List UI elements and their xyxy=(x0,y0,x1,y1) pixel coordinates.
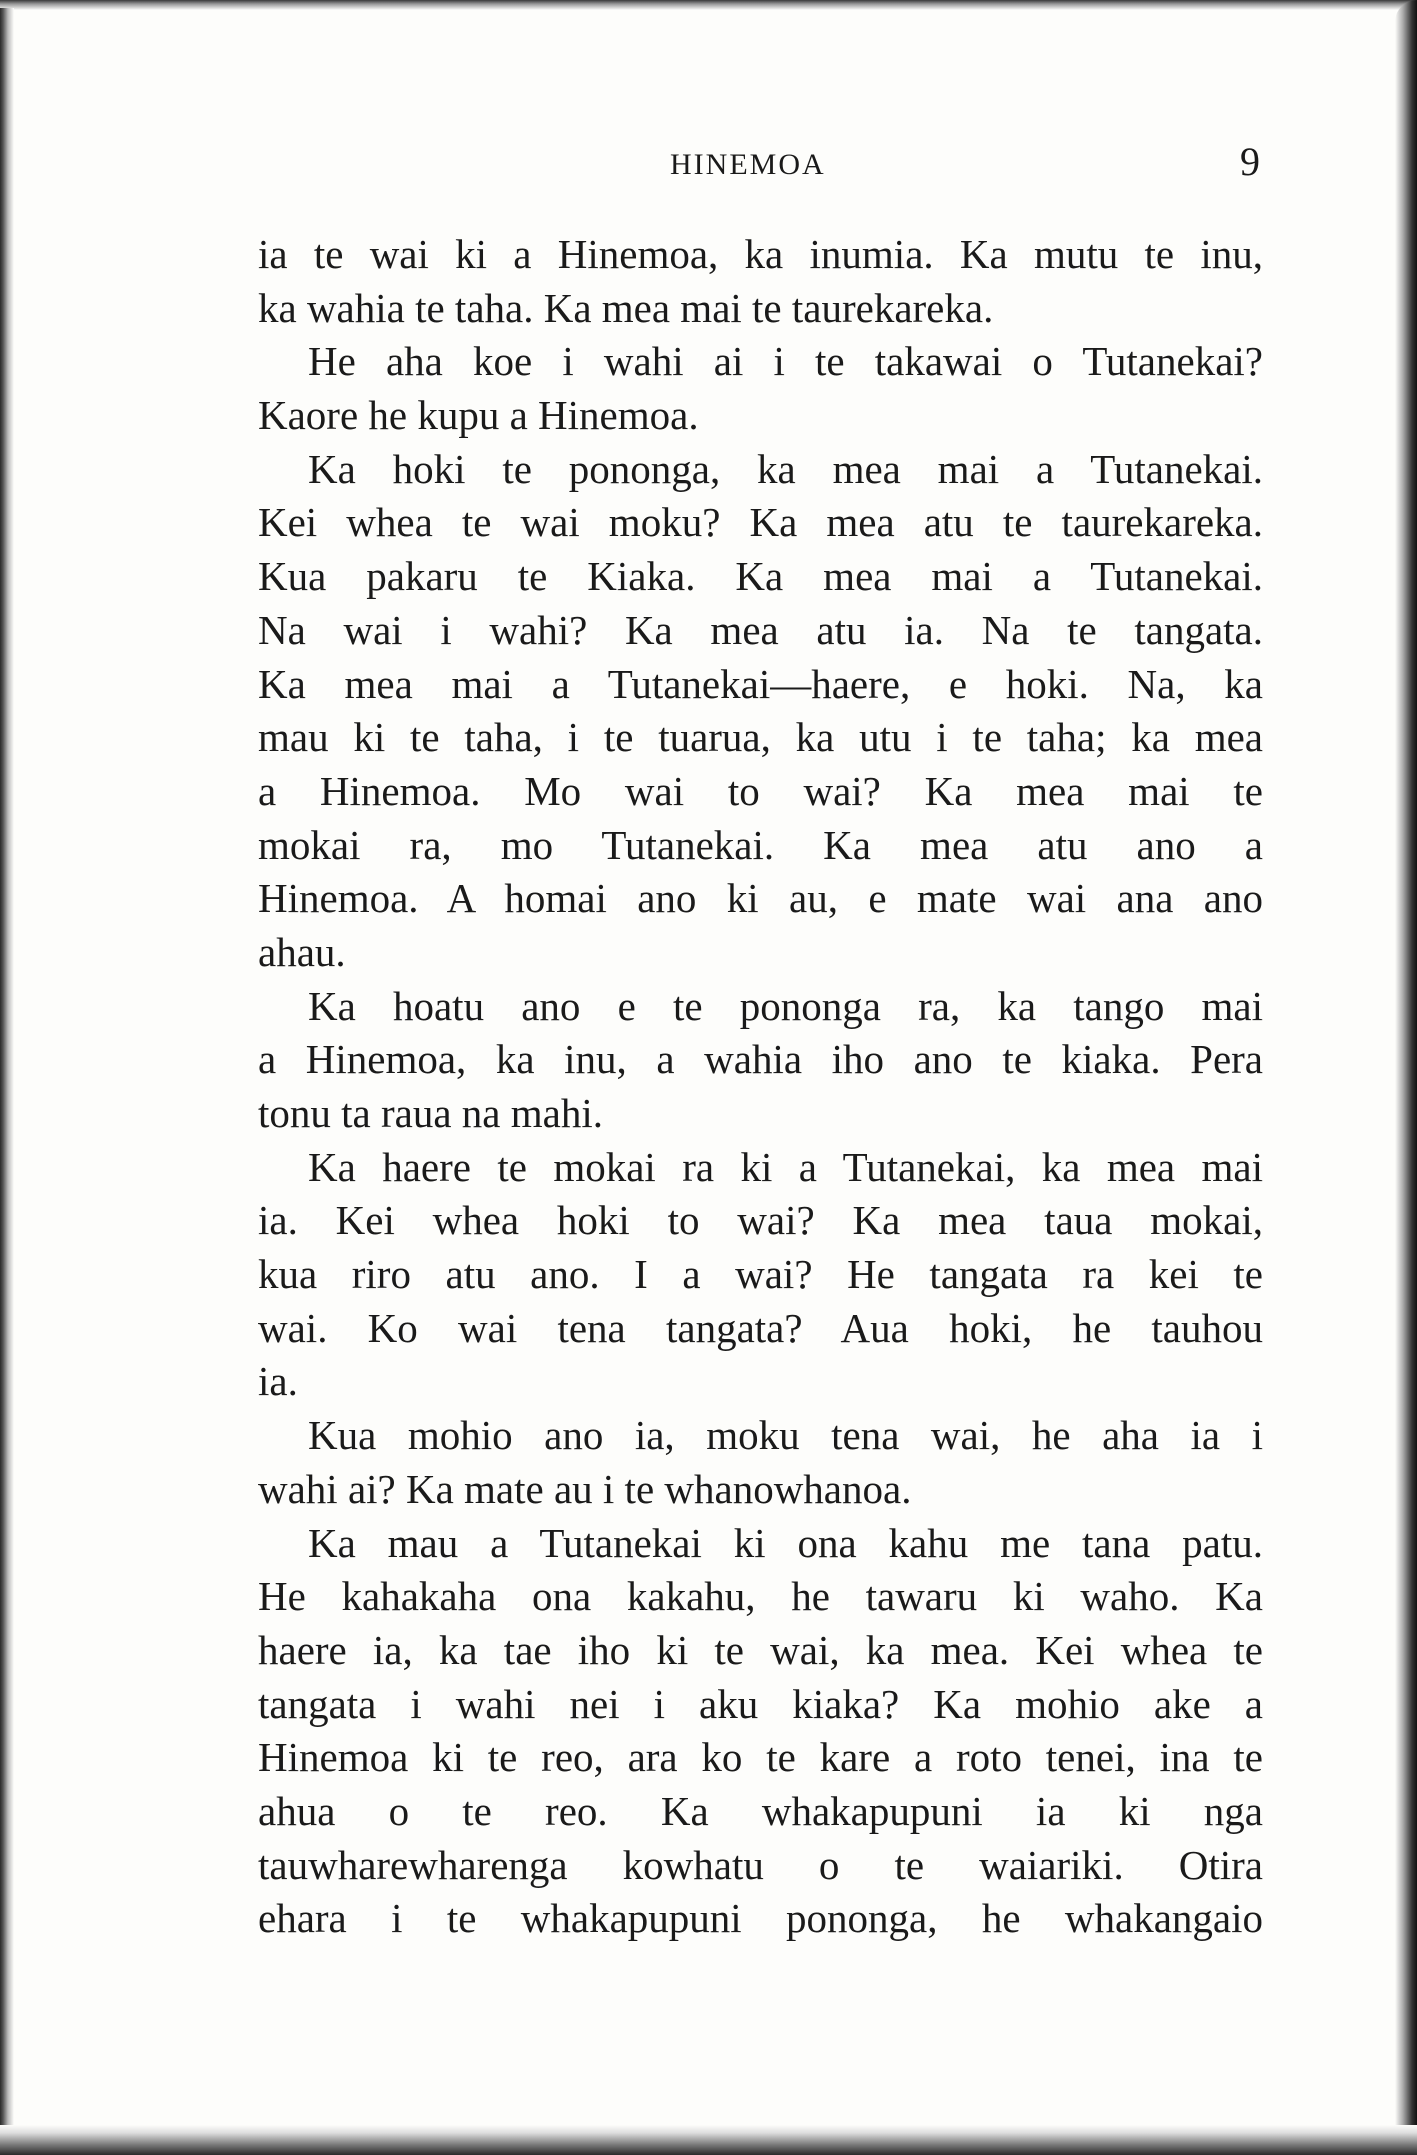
text-line: a Hinemoa. Mo wai to wai? Ka mea mai te xyxy=(258,767,1263,814)
running-title: HINEMOA xyxy=(670,148,826,181)
text-line: mau ki te taha, i te tuarua, ka utu i te taha; ka mea xyxy=(258,714,1263,761)
text-line: Hinemoa ki te reo, ara ko te kare a roto tenei, ina te xyxy=(258,1734,1263,1781)
page-edge-bottom xyxy=(0,2125,1417,2155)
text-line: ia te wai ki a Hinemoa, ka inumia. Ka mutu te inu, xyxy=(258,231,1263,277)
text-line: ahua o te reo. Ka whakapupuni ia ki nga xyxy=(258,1787,1263,1834)
text-line: wai. Ko wai tena tangata? Aua hoki, he tauhou xyxy=(258,1304,1263,1351)
page-edge-top xyxy=(0,0,1417,10)
text-line: ka wahia te taha. Ka mea mai te taurekareka. xyxy=(258,284,994,331)
text-line: ehara i te whakapupuni pononga, he whakangaio xyxy=(258,1895,1263,1942)
text-line: Na wai i wahi? Ka mea atu ia. Na te tangata. xyxy=(258,606,1263,653)
text-line: He aha koe i wahi ai i te takawai o Tutanekai? xyxy=(308,338,1263,385)
text-line: Hinemoa. A homai ano ki au, e mate wai ana ano xyxy=(258,875,1263,922)
page-number: 9 xyxy=(1240,139,1260,184)
text-line: Kei whea te wai moku? Ka mea atu te taurekareka. xyxy=(258,499,1263,546)
text-line: tonu ta raua na mahi. xyxy=(258,1090,603,1136)
text-line: ia. xyxy=(258,1358,298,1405)
text-line: Ka hoatu ano e te pononga ra, ka tango mai xyxy=(308,982,1263,1029)
text-line: Ka mea mai a Tutanekai—haere, e hoki. Na, ka xyxy=(258,660,1263,707)
text-line: tauwharewharenga kowhatu o te waiariki. Otira xyxy=(258,1841,1263,1888)
body-text xyxy=(258,228,1263,1946)
text-line: tangata i wahi nei i aku kiaka? Ka mohio ake a xyxy=(258,1680,1263,1727)
text-line: Ka haere te mokai ra ki a Tutanekai, ka mea mai xyxy=(308,1143,1263,1190)
page-edge-right xyxy=(1395,0,1417,2155)
running-head xyxy=(260,138,1260,188)
text-line: He kahakaha ona kakahu, he tawaru ki waho. Ka xyxy=(258,1573,1263,1620)
text-line: a Hinemoa, ka inu, a wahia iho ano te kiaka. Pera xyxy=(258,1036,1263,1083)
page-edge-left xyxy=(0,8,14,2148)
text-line: ia. Kei whea hoki to wai? Ka mea taua mokai, xyxy=(258,1197,1263,1244)
text-line: Kaore he kupu a Hinemoa. xyxy=(258,392,699,439)
text-line: mokai ra, mo Tutanekai. Ka mea atu ano a xyxy=(258,821,1263,868)
text-line: Ka mau a Tutanekai ki ona kahu me tana patu. xyxy=(308,1519,1263,1566)
text-line: wahi ai? Ka mate au i te whanowhanoa. xyxy=(258,1465,912,1512)
text-line: ahau. xyxy=(258,928,346,975)
text-line: Kua mohio ano ia, moku tena wai, he aha ia i xyxy=(308,1412,1263,1459)
text-line: haere ia, ka tae iho ki te wai, ka mea. Kei whea te xyxy=(258,1626,1263,1673)
text-line: kua riro atu ano. I a wai? He tangata ra kei te xyxy=(258,1251,1263,1298)
text-line: Kua pakaru te Kiaka. Ka mea mai a Tutanekai. xyxy=(258,553,1263,600)
text-line: Ka hoki te pononga, ka mea mai a Tutanekai. xyxy=(308,445,1263,492)
